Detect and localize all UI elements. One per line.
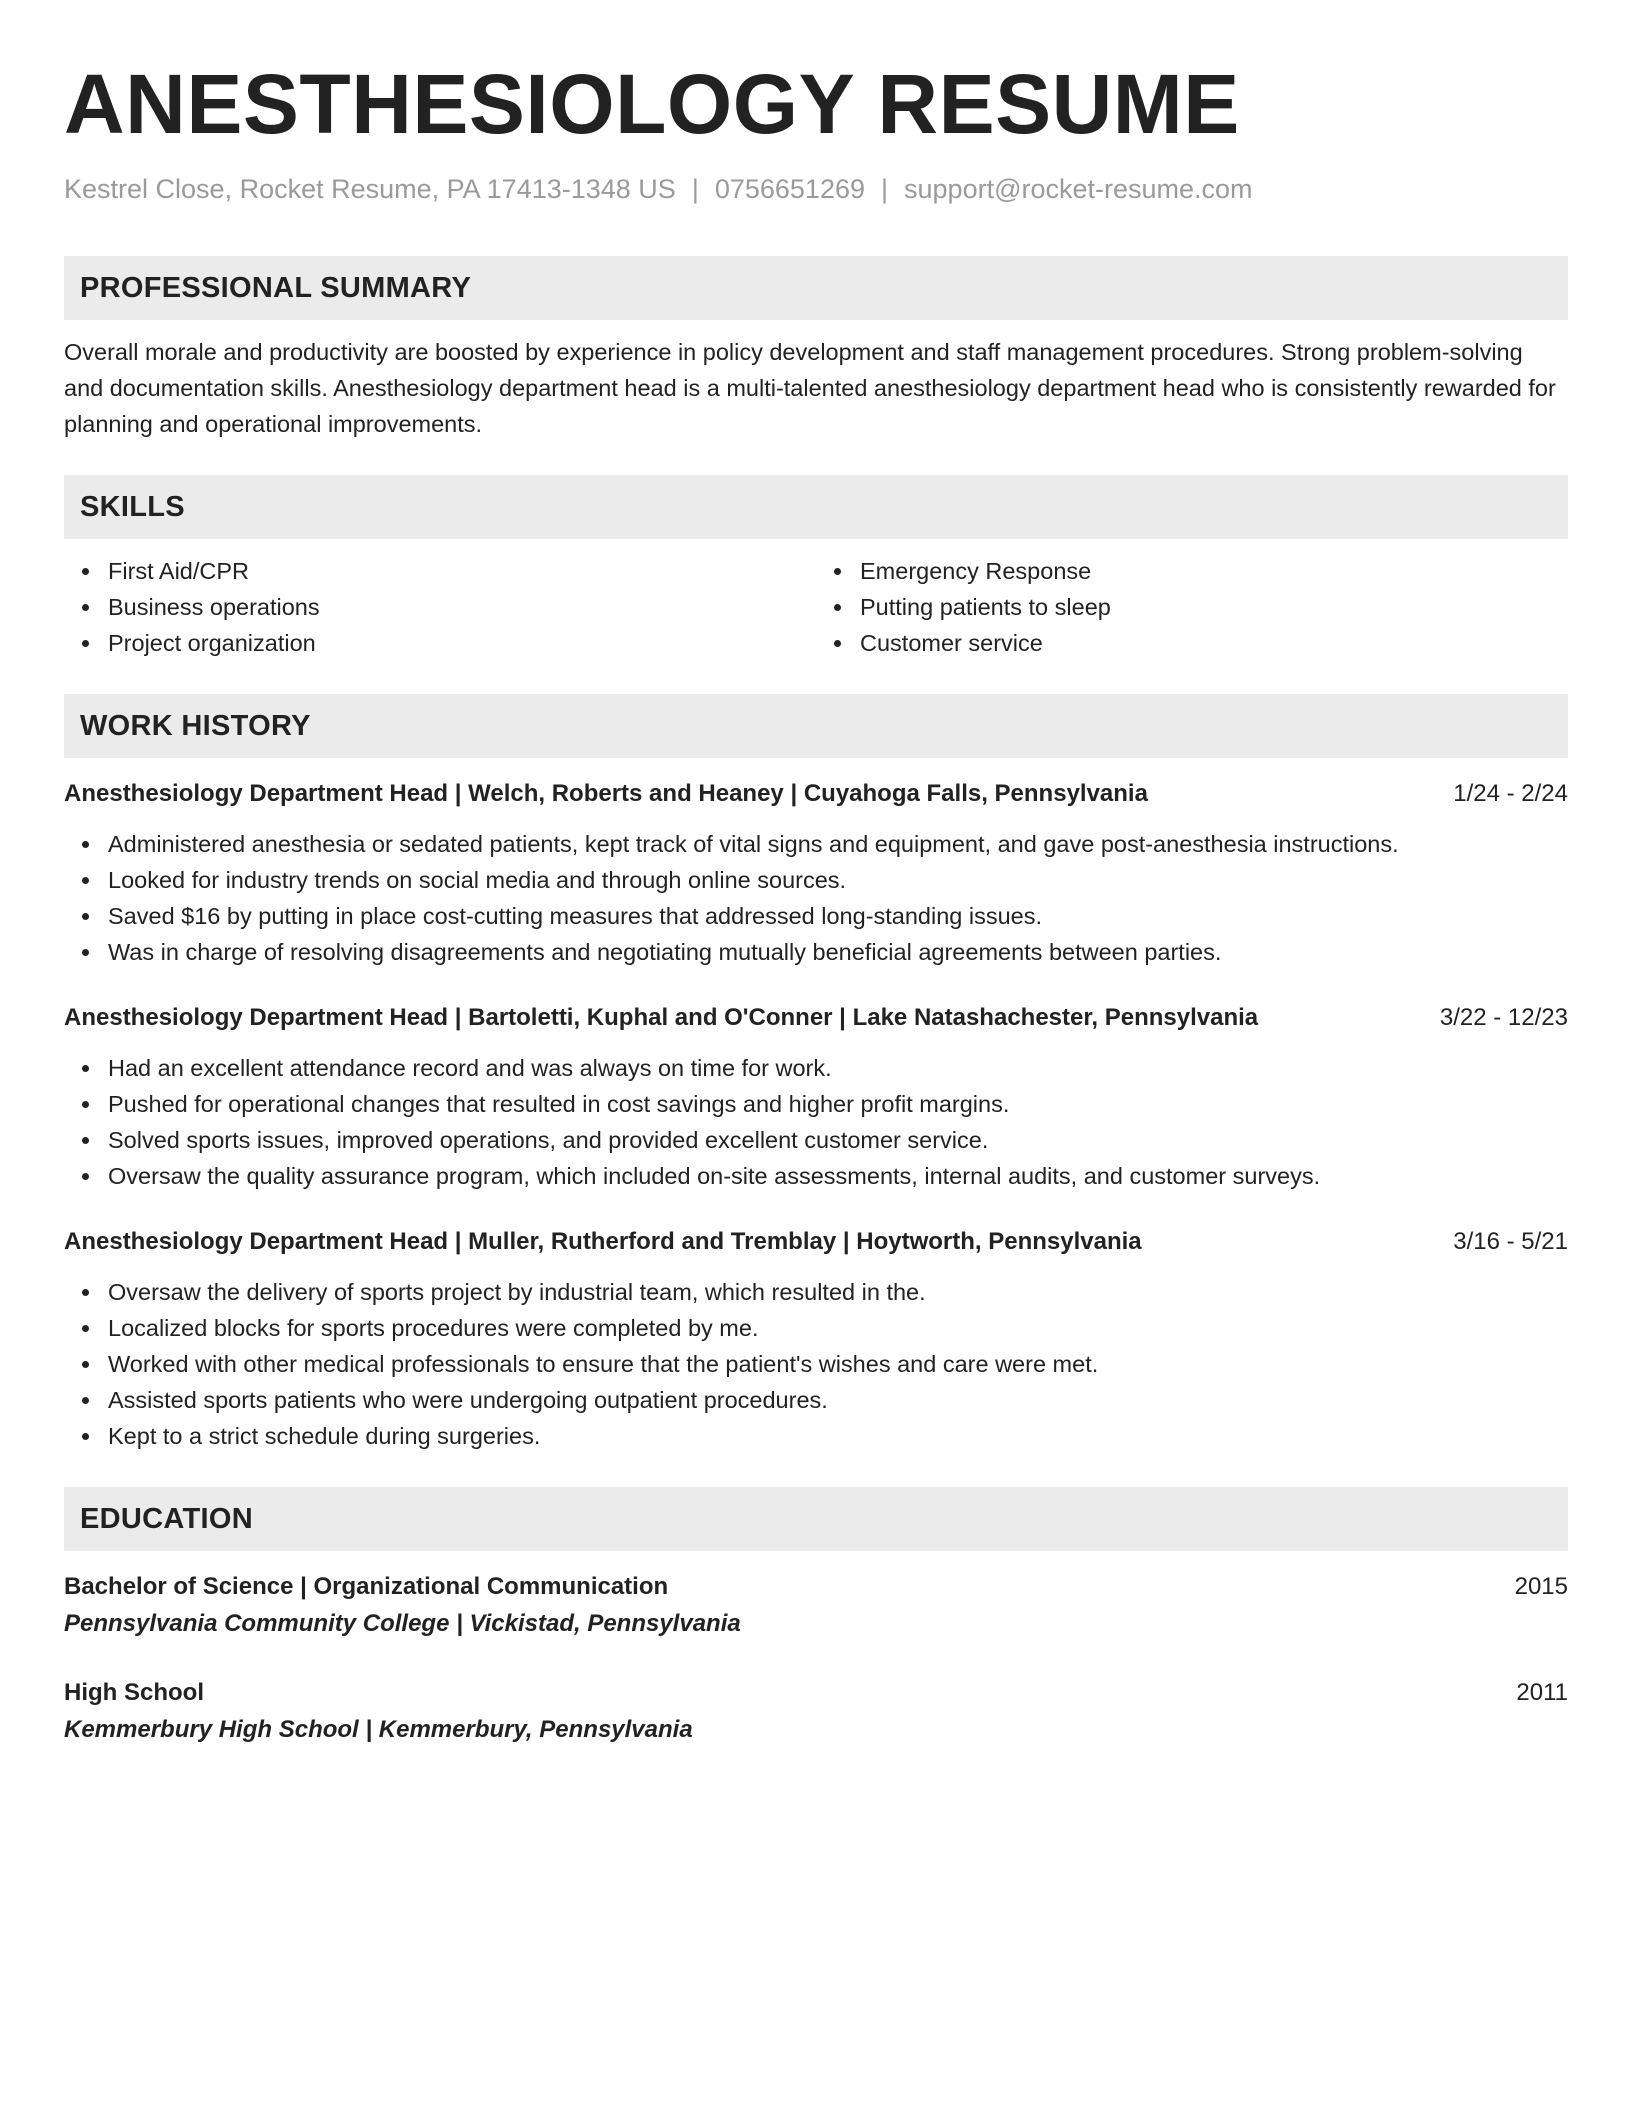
job-header xyxy=(64,1000,1568,1036)
education-year: 2011 xyxy=(1516,1679,1568,1706)
job-title: Anesthesiology Department Head | Welch, Roberts and Heaney | Cuyahoga Falls, Pennsylvania xyxy=(64,780,1148,807)
skill-item: Business operations xyxy=(108,589,816,625)
resume-title: ANESTHESIOLOGY RESUME xyxy=(64,57,1240,151)
education-entry xyxy=(64,1569,1568,1643)
section-heading-summary: PROFESSIONAL SUMMARY xyxy=(64,256,1568,320)
job-header xyxy=(64,1224,1568,1260)
contact-address: Kestrel Close, Rocket Resume, PA 17413-1348 US xyxy=(64,174,676,204)
section-heading-skills: SKILLS xyxy=(64,475,1568,539)
contact-line xyxy=(64,172,1568,206)
job-entry xyxy=(64,1000,1568,1194)
job-bullet: Administered anesthesia or sedated patients, kept track of vital signs and equipment, and gave post-anesthesia instructions. xyxy=(108,826,1568,862)
section-heading-education: EDUCATION xyxy=(64,1487,1568,1551)
skills-list xyxy=(64,553,1568,661)
job-bullet: Was in charge of resolving disagreements and negotiating mutually beneficial agreements between parties. xyxy=(108,934,1568,970)
job-bullet: Saved $16 by putting in place cost-cutting measures that addressed long-standing issues. xyxy=(108,898,1568,934)
job-bullets xyxy=(64,826,1568,970)
job-title: Anesthesiology Department Head | Muller, Rutherford and Tremblay | Hoytworth, Pennsylvania xyxy=(64,1228,1142,1255)
job-bullets xyxy=(64,1274,1568,1454)
contact-phone: 0756651269 xyxy=(714,174,865,204)
job-bullet: Looked for industry trends on social media and through online sources. xyxy=(108,862,1568,898)
job-bullet: Assisted sports patients who were undergoing outpatient procedures. xyxy=(108,1382,1568,1418)
contact-email: support@rocket-resume.com xyxy=(904,174,1253,204)
education-entry xyxy=(64,1675,1568,1749)
job-bullet: Localized blocks for sports procedures were completed by me. xyxy=(108,1310,1568,1346)
education-school: Pennsylvania Community College | Vickistad, Pennsylvania xyxy=(64,1610,741,1637)
education-header xyxy=(64,1569,1568,1605)
contact-separator: | xyxy=(881,174,889,204)
skill-item: Putting patients to sleep xyxy=(860,589,1568,625)
skills-column-left xyxy=(64,553,816,661)
job-entry xyxy=(64,1224,1568,1454)
skill-item: Project organization xyxy=(108,625,816,661)
education-header xyxy=(64,1675,1568,1711)
job-bullet: Oversaw the delivery of sports project by industrial team, which resulted in the. xyxy=(108,1274,1568,1310)
job-dates: 1/24 - 2/24 xyxy=(1453,780,1568,807)
job-dates: 3/22 - 12/23 xyxy=(1439,1004,1568,1031)
job-entry xyxy=(64,776,1568,970)
job-title: Anesthesiology Department Head | Bartoletti, Kuphal and O'Conner | Lake Natashachester, Pennsylvania xyxy=(64,1004,1259,1031)
education-year: 2015 xyxy=(1514,1573,1568,1600)
education-school: Kemmerbury High School | Kemmerbury, Pennsylvania xyxy=(64,1716,693,1743)
job-bullet: Worked with other medical professionals to ensure that the patient's wishes and care were met. xyxy=(108,1346,1568,1382)
job-bullets xyxy=(64,1050,1568,1194)
skill-item: Customer service xyxy=(860,625,1568,661)
job-bullet: Kept to a strict schedule during surgeries. xyxy=(108,1418,1568,1454)
job-bullet: Pushed for operational changes that resulted in cost savings and higher profit margins. xyxy=(108,1086,1568,1122)
section-heading-work-history: WORK HISTORY xyxy=(64,694,1568,758)
skill-item: First Aid/CPR xyxy=(108,553,816,589)
contact-separator: | xyxy=(691,174,699,204)
education-degree: High School xyxy=(64,1679,204,1706)
education-degree: Bachelor of Science | Organizational Communication xyxy=(64,1573,669,1600)
job-bullet: Oversaw the quality assurance program, which included on-site assessments, internal audits, and customer surveys. xyxy=(108,1158,1568,1194)
job-dates: 3/16 - 5/21 xyxy=(1453,1228,1568,1255)
summary-text: Overall morale and productivity are boosted by experience in policy development and staff management procedures. Strong problem-solving and documentation skills. Anesthesiology department head is a multi-talented anesthesiology department head who is consistently rewarded for planning and operational improvements. xyxy=(64,339,1556,437)
job-bullet: Solved sports issues, improved operations, and provided excellent customer service. xyxy=(108,1122,1568,1158)
skill-item: Emergency Response xyxy=(860,553,1568,589)
skills-column-right xyxy=(816,553,1568,661)
job-header xyxy=(64,776,1568,812)
job-bullet: Had an excellent attendance record and was always on time for work. xyxy=(108,1050,1568,1086)
